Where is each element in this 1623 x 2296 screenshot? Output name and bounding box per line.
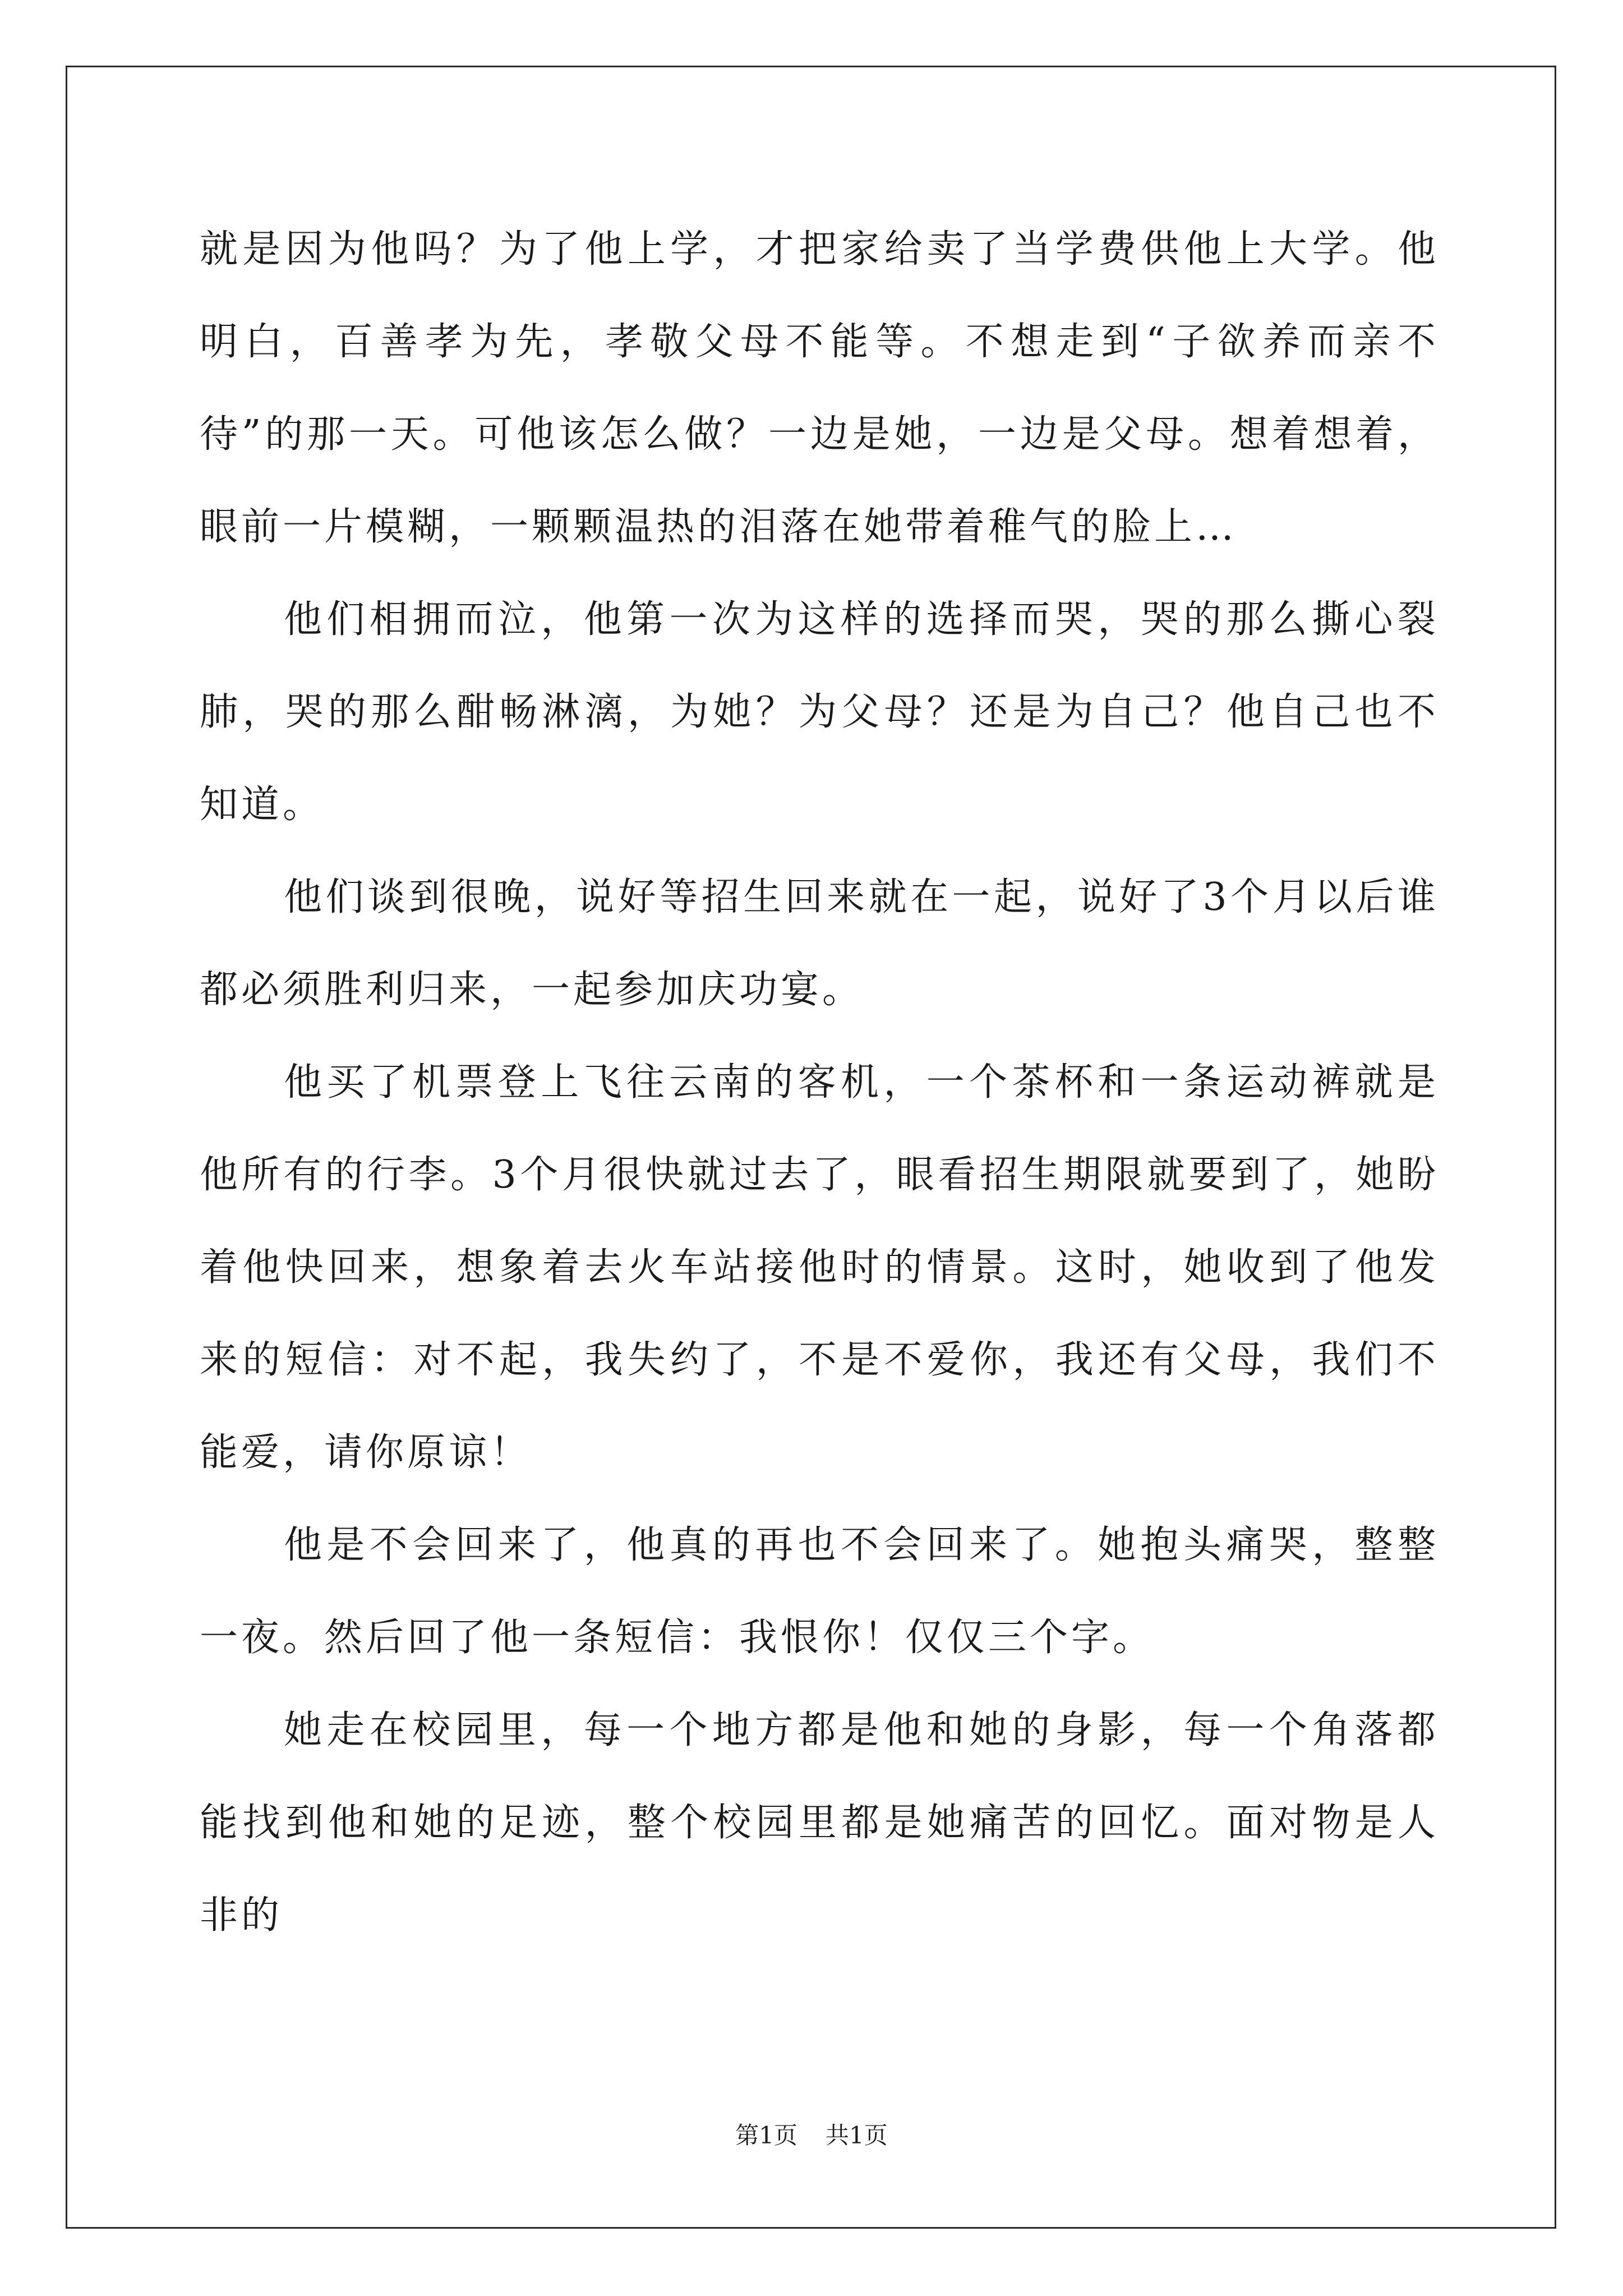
page-number: 第1页 (735, 2122, 797, 2149)
page-total: 共1页 (826, 2122, 888, 2149)
paragraph-5: 他是不会回来了，他真的再也不会回来了。她抱头痛哭，整整一夜。然后回了他一条短信：我恨你！仅仅三个字。 (200, 1523, 1439, 1660)
paragraph-2: 他们相拥而泣，他第一次为这样的选择而哭，哭的那么撕心裂肺，哭的那么酣畅淋漓，为她？为父母？还是为自己？他自己也不知道。 (200, 597, 1439, 827)
paragraph-6: 她走在校园里，每一个地方都是他和她的身影，每一个角落都能找到他和她的足迹，整个校园里都是她痛苦的回忆。面对物是人非的 (200, 1708, 1439, 1938)
paragraph-3: 他们谈到很晚，说好等招生回来就在一起，说好了3个月以后谁都必须胜利归来，一起参加庆功宴。 (200, 875, 1439, 1012)
paragraph-1: 就是因为他吗？为了他上学，才把家给卖了当学费供他上大学。他明白，百善孝为先，孝敬父母不能等。不想走到“子欲养而亲不待”的那一天。可他该怎么做？一边是她，一边是父母。想着想着，眼前一片模糊，一颗颗温热的泪落在她带着稚气的脸上… (200, 227, 1439, 549)
document-body (200, 203, 1439, 1962)
page-footer (0, 2122, 1623, 2150)
paragraph-4: 他买了机票登上飞往云南的客机，一个茶杯和一条运动裤就是他所有的行李。3个月很快就过去了，眼看招生期限就要到了，她盼着他快回来，想象着去火车站接他时的情景。这时，她收到了他发来的短信：对不起，我失约了，不是不爱你，我还有父母，我们不能爱，请你原谅！ (200, 1060, 1439, 1475)
